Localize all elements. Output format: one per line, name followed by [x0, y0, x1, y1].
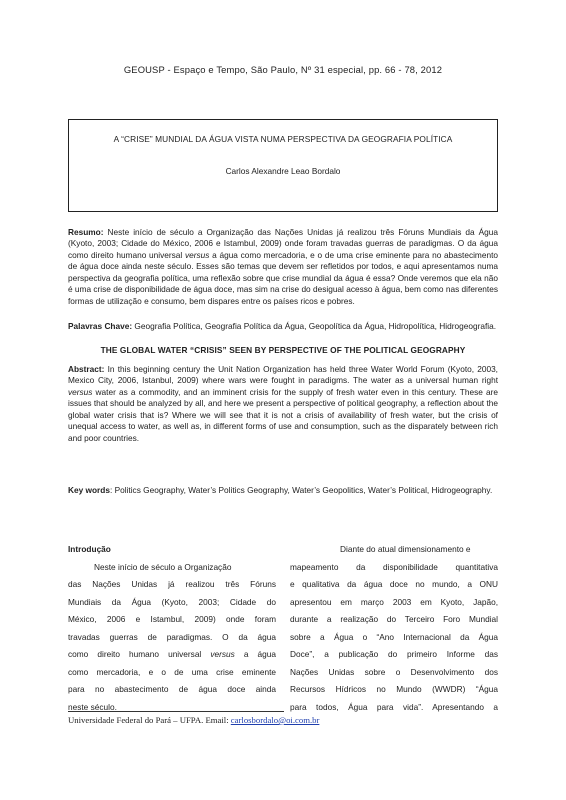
- intro-right-line: Doce”, a publicação do primeiro Informe das: [290, 649, 498, 660]
- footer: [68, 715, 319, 725]
- palavras-chave-label: Palavras Chave:: [68, 321, 133, 331]
- intro-right-line: mapeamento da disponibilidade quantitativa: [290, 561, 498, 572]
- title-box: [68, 119, 498, 212]
- intro-left-line: travadas guerras de paradigmas. O da água: [68, 631, 276, 642]
- intro-right-line: durante a realização do Terceiro Foro Mundial: [290, 614, 498, 625]
- resumo-italic: versus: [184, 249, 210, 260]
- footer-email-link[interactable]: carlosbordalo@oi.com.br: [230, 715, 320, 725]
- intro-left-line: Mundiais da Água (Kyoto, 2003; Cidade do: [68, 596, 276, 607]
- palavras-chave-paragraph: [68, 318, 498, 336]
- intro-right-line: Nações Unidas sobre o Desenvolvimento dos: [290, 666, 498, 677]
- intro-left-line-part: como direito humano universal: [68, 649, 211, 660]
- palavras-chave-text: Geografia Política, Geografia Política da Água, Geopolítica da Água, Hidropolítica, Hidrogeografia.: [132, 321, 497, 331]
- intro-right-line: apresentou em março 2003 em Kyoto, Japão,: [290, 596, 498, 607]
- abstract-text-2: water as a commodity, and an imminent crisis for the supply of fresh water even in this century. These are issues that should be analyzed by all, and here we present a perspective of political geography, a reflection about the global water crisis that is? Where we will see that it is not a crisis of availability of fresh water, but the crisis of unequal access to water, as well as, in different forms of use and consumption, such as the disparately between rich and poor countries.: [68, 386, 498, 443]
- abstract-italic: versus: [68, 386, 93, 397]
- intro-heading: Introdução: [68, 544, 111, 554]
- intro-left-column: [68, 541, 276, 716]
- resumo-text-1: Neste início de século a Organização das Nações Unidas já realizou três Fóruns Mundiais da Água (Kyoto, 2003; Cidade do México, 2006 e Istambul, 2009) onde foram travadas guerras de paradigmas. O da água como direito humano universal: [68, 227, 498, 260]
- english-title: THE GLOBAL WATER “CRISIS” SEEN BY PERSPECTIVE OF THE POLITICAL GEOGRAPHY: [100, 345, 466, 355]
- resumo-label: Resumo:: [68, 227, 104, 237]
- intro-left-italic: versus: [210, 649, 235, 660]
- intro-left-line: como mercadoria, e o de uma crise eminente: [68, 666, 276, 677]
- intro-left-italic-tail: a água: [234, 649, 277, 660]
- author-name: Carlos Alexandre Leao Bordalo: [225, 166, 341, 176]
- intro-right-line: Recursos Hídricos no Mundo (WWDR) “Água: [290, 684, 498, 695]
- intro-right-line: sobre a Água o “Ano Internacional da Água: [290, 631, 498, 642]
- abstract-label: Abstract:: [68, 364, 105, 374]
- resumo-paragraph: [68, 227, 498, 307]
- intro-left-line: para no abastecimento de água doce ainda: [68, 684, 276, 695]
- intro-right-line: Diante do atual dimensionamento e: [340, 544, 471, 554]
- intro-right-column: [290, 541, 498, 716]
- article-title: A “CRISE” MUNDIAL DA ÁGUA VISTA NUMA PERSPECTIVA DA GEOGRAFIA POLÍTICA: [113, 134, 453, 144]
- keywords-text: : Politics Geography, Water’s Politics Geography, Water’s Geopolitics, Water’s Political, Hidrogeography.: [109, 485, 493, 495]
- running-head: GEOUSP - Espaço e Tempo, São Paulo, Nº 31 especial, pp. 66 - 78, 2012: [123, 64, 443, 75]
- intro-left-line: Neste início de século a Organização: [94, 561, 232, 572]
- abstract-paragraph: [68, 364, 498, 444]
- keywords-paragraph: [68, 485, 498, 496]
- intro-right-line: e qualitativa da água doce no mundo, a ONU: [290, 579, 498, 590]
- abstract-text-1: In this beginning century the Unit Nation Organization has held three Water World Forum (Kyoto, 2003, Mexico City, 2006, Istanbul, 2009) where wars were fought in paradigms. The water as a universal human right: [68, 364, 498, 386]
- keywords-label: Key words: [68, 485, 110, 495]
- intro-left-line: das Nações Unidas já realizou três Fóruns: [68, 579, 276, 590]
- resumo-text-2: a água como mercadoria, e o de uma crise eminente para no abastecimento de água doce ainda neste século. Esses são temas que devem ser refletidos por todos, e aqui apresentamos numa perspectiva da geografia política, uma reflexão sobre que crise mundial da água é essa? Onde veremos que ela não é uma crise de disponibilidade de água doce, mas sim na crise do desigual acesso à água, bem como nas diferentes formas de utilização e consumo, bem dispares entre os países ricos e pobres.: [68, 249, 498, 306]
- intro-left-line: México, 2006 e Istambul, 2009) onde foram: [68, 614, 276, 625]
- intro-left-line: [68, 646, 276, 664]
- intro-right-line: para todos, Água para vida”. Apresentando a: [290, 701, 498, 712]
- footer-affiliation: Universidade Federal do Pará – UFPA. Email:: [68, 715, 231, 725]
- footer-rule: [68, 711, 284, 712]
- intro-left-line: neste século.: [68, 701, 117, 712]
